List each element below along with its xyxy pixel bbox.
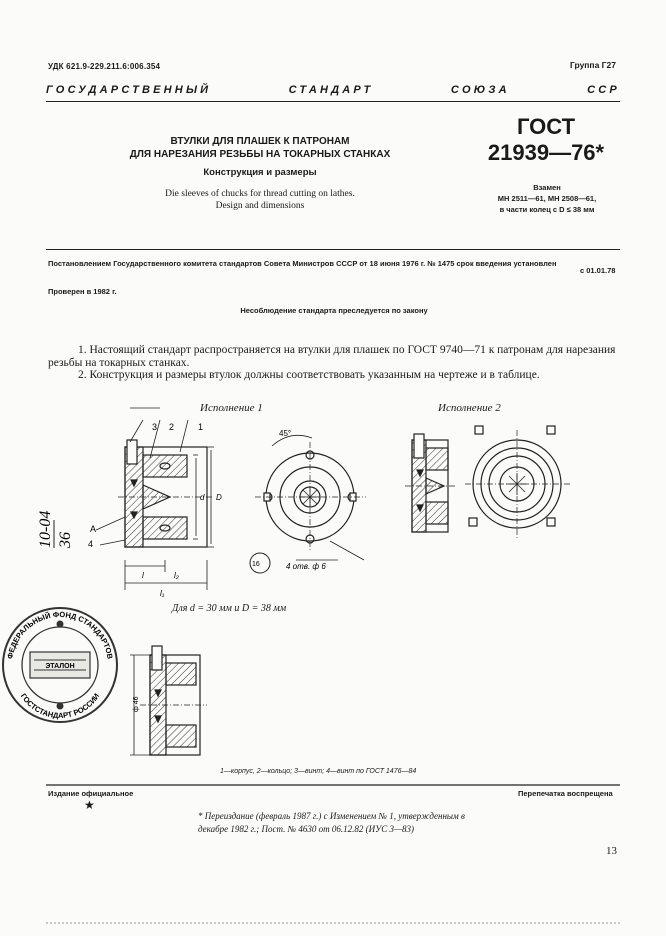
dim-l2-label: l₂ bbox=[174, 571, 179, 580]
callout-2: 2 bbox=[169, 422, 175, 432]
replaced-line: МН 2511—61, МН 2508—61, bbox=[497, 194, 597, 203]
star-mark: ★ bbox=[84, 798, 95, 812]
title-line: ВТУЛКИ ДЛЯ ПЛАШЕК К ПАТРОНАМ bbox=[170, 136, 350, 147]
dim-D-label: D bbox=[216, 493, 222, 502]
banner-word: СОЮЗА bbox=[450, 84, 510, 96]
paragraph-2: 2. Конструкция и размеры втулок должны соответствовать указанным на чертеже и в таблице. bbox=[78, 369, 540, 381]
banner-word: ССР bbox=[587, 84, 620, 96]
english-title-line: Die sleeves of chucks for thread cutting on lathes. bbox=[165, 189, 355, 199]
reissue-footnote: * Переиздание (февраль 1987 г.) с Изменением № 1, утвержденным в декабре 1982 г.; Пост. № 4630 от 06.12.82 (ИУС 3—83) bbox=[198, 811, 465, 834]
english-title-line: Design and dimensions bbox=[215, 201, 305, 211]
group-code: Группа Г27 bbox=[570, 60, 616, 70]
decree-body: Постановлением Государственного комитета стандартов Совета Министров СССР от 18 июня 1976 г. № 1475 срок введения установлен bbox=[48, 259, 557, 268]
variant1-label: Исполнение 1 bbox=[200, 402, 263, 414]
callout-a: A bbox=[90, 524, 97, 534]
callout-4: 4 bbox=[88, 539, 94, 549]
variant-d30-label: Для d = 30 мм и D = 38 мм bbox=[172, 603, 287, 614]
official-edition: Издание официальное bbox=[48, 789, 134, 798]
figure-caption: 1—корпус, 2—кольцо; 3—винт; 4—винт по ГОСТ 1476—84 bbox=[220, 768, 417, 775]
angle-label: 45° bbox=[279, 429, 292, 438]
paragraph-1: 1. Настоящий стандарт распространяется на втулки для плашек по ГОСТ 9740—71 к патронам для нарезания резьбы на токарных станках. bbox=[48, 344, 616, 369]
title-line: ДЛЯ НАРЕЗАНИЯ РЕЗЬБЫ НА ТОКАРНЫХ СТАНКАХ bbox=[129, 149, 391, 160]
udk-code: УДК 621.9-229.211.6:006.354 bbox=[48, 62, 161, 71]
banner-word: ГОСУДАРСТВЕННЫЙ bbox=[46, 84, 212, 96]
variant2-label: Исполнение 2 bbox=[438, 402, 501, 414]
stamp-outer-top: ФЕДЕРАЛЬНЫЙ ФОНД СТАНДАРТОВ bbox=[5, 609, 115, 660]
variant2-front-view bbox=[465, 426, 570, 538]
variant1-section-view bbox=[96, 408, 214, 590]
dim-l1-label: l₁ bbox=[160, 589, 165, 598]
gost-number: 21939—76* bbox=[487, 140, 605, 165]
roughness-label: 16 bbox=[252, 561, 260, 568]
callout-1: 1 bbox=[198, 422, 204, 432]
banner-word: СТАНДАРТ bbox=[288, 84, 374, 96]
replaced-line: в части колец с D ≤ 38 мм bbox=[499, 205, 595, 214]
reprint-prohibited: Перепечатка воспрещена bbox=[518, 789, 613, 798]
gost-label: ГОСТ bbox=[516, 114, 576, 139]
replaced-label: Взамен bbox=[533, 183, 561, 192]
dim-l-label: l bbox=[142, 571, 144, 580]
svg-text:36: 36 bbox=[57, 532, 74, 548]
holes-label: 4 отв. ф 6 bbox=[286, 562, 326, 571]
variant2-section-view bbox=[405, 434, 455, 532]
svg-text:10-04: 10-04 bbox=[37, 510, 54, 548]
violation-note: Несоблюдение стандарта преследуется по закону bbox=[240, 306, 428, 315]
intro-date: с 01.01.78 bbox=[580, 266, 616, 275]
variant1-front-view bbox=[250, 435, 366, 573]
stamp-outer-bottom: ГОСТСТАНДАРТ РОССИИ bbox=[18, 691, 102, 721]
handwritten-note bbox=[37, 511, 74, 549]
callout-3: 3 bbox=[152, 422, 158, 432]
stamp-center: ЭТАЛОН bbox=[45, 663, 75, 670]
page-number: 13 bbox=[606, 845, 617, 857]
variant-d30-section-view bbox=[130, 646, 207, 755]
document-subtitle: Конструкция и размеры bbox=[203, 167, 317, 178]
checked-note: Проверен в 1982 г. bbox=[48, 287, 117, 296]
diameter-label: ф 46 bbox=[133, 696, 140, 712]
dim-d-label: d bbox=[200, 493, 205, 502]
